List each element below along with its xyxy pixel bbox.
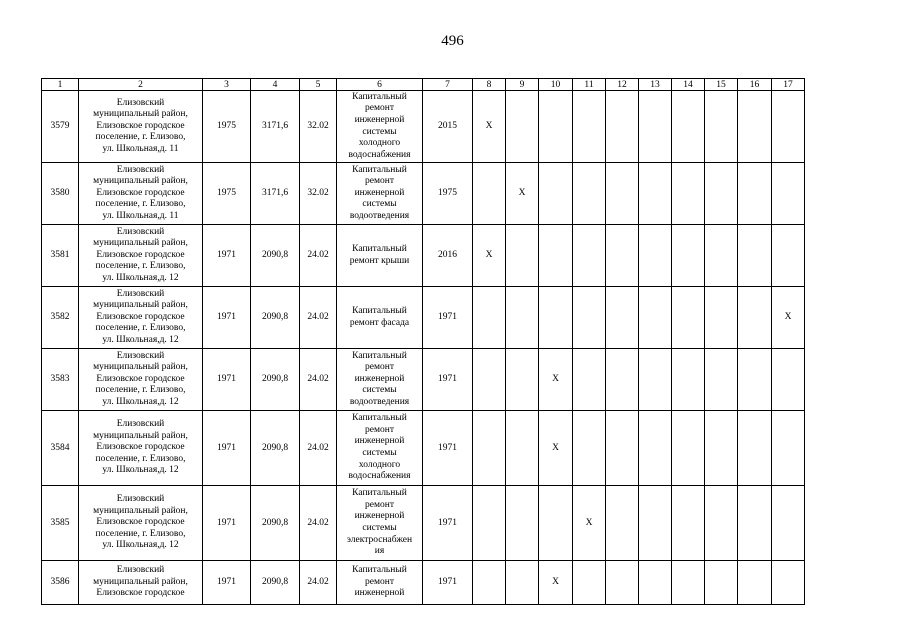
address-line: Елизовский [116, 164, 165, 175]
address-line: Елизовский [116, 565, 165, 576]
work-type-line: Капитальный [352, 305, 407, 316]
table-row [42, 225, 805, 287]
mark-cell: X [539, 349, 573, 411]
address-line: муниципальный район, [93, 176, 188, 187]
address [79, 486, 203, 561]
mark-cell: X [573, 486, 606, 561]
build-year: 1975 [203, 163, 251, 225]
mark-cell: X [539, 411, 573, 486]
column-number-1: 1 [42, 79, 79, 91]
address-line: Елизовское городское [96, 120, 185, 131]
mark-cell [738, 349, 772, 411]
mark-cell [506, 91, 539, 163]
total-area: 2090,8 [251, 561, 300, 605]
table-row [42, 349, 805, 411]
record-number: 3585 [42, 486, 79, 561]
work-type-line: ремонт [365, 499, 394, 510]
mark-cell [539, 91, 573, 163]
plan-year: 2015 [423, 91, 473, 163]
mark-cell [772, 225, 805, 287]
address-line: Елизовское городское [96, 187, 185, 198]
address-line: Елизовское городское [96, 249, 185, 260]
address-line: муниципальный район, [93, 362, 188, 373]
plan-year: 1971 [423, 561, 473, 605]
address-line: муниципальный район, [93, 300, 188, 311]
mark-cell [672, 287, 705, 349]
mark-cell [606, 287, 639, 349]
work-type-line: ремонт [365, 362, 394, 373]
address [79, 91, 203, 163]
mark-cell [772, 163, 805, 225]
work-type [337, 411, 423, 486]
mark-cell [738, 561, 772, 605]
work-type-line: инженерной [354, 373, 405, 384]
mark-cell [738, 287, 772, 349]
work-type-line: инженерной [354, 511, 405, 522]
mark-cell: X [772, 287, 805, 349]
address-line: поселение, г. Елизово, [95, 323, 186, 334]
mark-cell [606, 91, 639, 163]
mark-cell [606, 561, 639, 605]
wear-percent: 24.02 [300, 287, 337, 349]
table-row [42, 163, 805, 225]
wear-percent: 24.02 [300, 486, 337, 561]
mark-cell [705, 561, 738, 605]
mark-cell [506, 486, 539, 561]
column-number-7: 7 [423, 79, 473, 91]
address-line: муниципальный район, [93, 576, 188, 587]
mark-cell [705, 411, 738, 486]
column-number-5: 5 [300, 79, 337, 91]
mark-cell [573, 91, 606, 163]
address-line: ул. Школьная,д. 11 [102, 143, 179, 154]
mark-cell [573, 349, 606, 411]
mark-cell [738, 91, 772, 163]
work-type [337, 486, 423, 561]
record-number: 3579 [42, 91, 79, 163]
mark-cell [539, 486, 573, 561]
column-number-9: 9 [506, 79, 539, 91]
column-number-12: 12 [606, 79, 639, 91]
mark-cell [539, 163, 573, 225]
column-number-6: 6 [337, 79, 423, 91]
address-line: ул. Школьная,д. 12 [102, 334, 179, 345]
total-area: 2090,8 [251, 349, 300, 411]
build-year: 1971 [203, 561, 251, 605]
address-line: Елизовское городское [96, 588, 185, 599]
mark-cell [639, 91, 672, 163]
mark-cell [606, 486, 639, 561]
address-line: поселение, г. Елизово, [95, 528, 186, 539]
address-line: ул. Школьная,д. 12 [102, 540, 179, 551]
mark-cell [573, 561, 606, 605]
work-type-line: Капитальный [352, 565, 407, 576]
mark-cell [672, 91, 705, 163]
column-number-16: 16 [738, 79, 772, 91]
mark-cell [738, 486, 772, 561]
mark-cell [506, 561, 539, 605]
address-line: муниципальный район, [93, 430, 188, 441]
build-year: 1971 [203, 225, 251, 287]
mark-cell [539, 287, 573, 349]
address-line: муниципальный район, [93, 505, 188, 516]
work-type-line: Капитальный [352, 350, 407, 361]
work-type-line: системы [362, 448, 397, 458]
address-line: муниципальный район, [93, 109, 188, 120]
table-row [42, 287, 805, 349]
mark-cell [573, 287, 606, 349]
mark-cell [738, 163, 772, 225]
mark-cell [639, 287, 672, 349]
total-area: 2090,8 [251, 225, 300, 287]
record-number: 3583 [42, 349, 79, 411]
address-line: Елизовский [116, 494, 165, 505]
mark-cell [606, 411, 639, 486]
address-line: Елизовское городское [96, 442, 185, 453]
column-number-8: 8 [473, 79, 506, 91]
plan-year: 1975 [423, 163, 473, 225]
address-line: ул. Школьная,д. 11 [102, 210, 179, 221]
plan-year: 2016 [423, 225, 473, 287]
address-line: поселение, г. Елизово, [95, 261, 186, 272]
work-type-line: Капитальный [352, 91, 407, 102]
work-type-line: инженерной [354, 114, 405, 125]
mark-cell [772, 411, 805, 486]
mark-cell [705, 486, 738, 561]
mark-cell [738, 225, 772, 287]
total-area: 3171,6 [251, 163, 300, 225]
address-line: ул. Школьная,д. 12 [102, 272, 179, 283]
build-year: 1971 [203, 411, 251, 486]
address [79, 287, 203, 349]
mark-cell [473, 561, 506, 605]
work-type-line: системы [362, 385, 397, 396]
mark-cell: X [539, 561, 573, 605]
work-type-line: ремонт [365, 576, 394, 587]
mark-cell [705, 349, 738, 411]
wear-percent: 32.02 [300, 91, 337, 163]
plan-year: 1971 [423, 486, 473, 561]
address-line: Елизовский [116, 97, 165, 108]
work-type [337, 287, 423, 349]
wear-percent: 24.02 [300, 411, 337, 486]
mark-cell [672, 486, 705, 561]
column-number-13: 13 [639, 79, 672, 91]
address-line: поселение, г. Елизово, [95, 453, 186, 464]
mark-cell [506, 287, 539, 349]
mark-cell [639, 411, 672, 486]
work-type-line: водоотведения [349, 396, 410, 407]
work-type-line: водоснабжения [348, 149, 411, 160]
mark-cell [639, 561, 672, 605]
mark-cell [473, 349, 506, 411]
mark-cell [639, 349, 672, 411]
build-year: 1971 [203, 287, 251, 349]
work-type-line: Капитальный [352, 413, 407, 424]
work-type-line: ремонт фасада [349, 317, 410, 328]
mark-cell [473, 163, 506, 225]
column-number-2: 2 [79, 79, 203, 91]
wear-percent: 32.02 [300, 163, 337, 225]
column-number-15: 15 [705, 79, 738, 91]
mark-cell [772, 91, 805, 163]
address-line: Елизовское городское [96, 517, 185, 528]
mark-cell [606, 163, 639, 225]
record-number: 3586 [42, 561, 79, 605]
work-type [337, 91, 423, 163]
build-year: 1971 [203, 349, 251, 411]
mark-cell [539, 225, 573, 287]
column-number-row [42, 79, 805, 91]
mark-cell [705, 91, 738, 163]
mark-cell [473, 411, 506, 486]
work-type-line: ремонт [365, 176, 394, 187]
address-line: поселение, г. Елизово, [95, 199, 186, 210]
address-line: Елизовский [116, 419, 165, 430]
plan-year: 1971 [423, 349, 473, 411]
plan-year: 1971 [423, 411, 473, 486]
work-type-line: водоотведения [349, 210, 410, 221]
build-year: 1975 [203, 91, 251, 163]
work-type-line: Капитальный [352, 164, 407, 175]
address-line: Елизовское городское [96, 373, 185, 384]
work-type [337, 349, 423, 411]
mark-cell [573, 225, 606, 287]
work-type-line: электроснабжен [346, 534, 413, 545]
address [79, 411, 203, 486]
work-type-line: инженерной [354, 588, 405, 599]
address [79, 225, 203, 287]
mark-cell [506, 411, 539, 486]
plan-year: 1971 [423, 287, 473, 349]
table-row [42, 411, 805, 486]
work-type-line: системы [362, 199, 397, 210]
address [79, 561, 203, 605]
mark-cell [473, 287, 506, 349]
address-line: поселение, г. Елизово, [95, 132, 186, 143]
work-type-line: холодного [358, 459, 401, 470]
work-type-line: инженерной [354, 436, 405, 447]
column-number-14: 14 [672, 79, 705, 91]
work-type [337, 163, 423, 225]
column-number-17: 17 [772, 79, 805, 91]
table-row [42, 91, 805, 163]
wear-percent: 24.02 [300, 225, 337, 287]
work-type-line: холодного [358, 138, 401, 149]
address-line: ул. Школьная,д. 12 [102, 396, 179, 407]
mark-cell [705, 225, 738, 287]
address [79, 163, 203, 225]
work-type-line: ия [374, 546, 385, 557]
mark-cell: X [506, 163, 539, 225]
mark-cell [606, 225, 639, 287]
mark-cell [639, 163, 672, 225]
build-year: 1971 [203, 486, 251, 561]
mark-cell [738, 411, 772, 486]
mark-cell [672, 163, 705, 225]
work-type-line: Капитальный [352, 243, 407, 254]
total-area: 2090,8 [251, 486, 300, 561]
mark-cell [705, 163, 738, 225]
mark-cell [506, 349, 539, 411]
address-line: Елизовский [116, 288, 165, 299]
table-row [42, 486, 805, 561]
column-number-4: 4 [251, 79, 300, 91]
work-type-line: Капитальный [352, 488, 407, 499]
work-type [337, 225, 423, 287]
work-type-line: системы [362, 523, 397, 533]
mark-cell [639, 225, 672, 287]
mark-cell [573, 411, 606, 486]
work-type-line: системы [362, 126, 397, 137]
mark-cell: X [473, 225, 506, 287]
table-row [42, 561, 805, 605]
work-type-line: ремонт крыши [349, 255, 410, 266]
address-line: Елизовский [116, 350, 165, 361]
mark-cell [473, 486, 506, 561]
wear-percent: 24.02 [300, 561, 337, 605]
repair-register-table [41, 78, 805, 605]
record-number: 3582 [42, 287, 79, 349]
mark-cell [672, 561, 705, 605]
total-area: 3171,6 [251, 91, 300, 163]
mark-cell [573, 163, 606, 225]
column-number-3: 3 [203, 79, 251, 91]
work-type-line: ремонт [365, 424, 394, 435]
wear-percent: 24.02 [300, 349, 337, 411]
mark-cell [705, 287, 738, 349]
column-number-11: 11 [573, 79, 606, 91]
record-number: 3584 [42, 411, 79, 486]
address-line: поселение, г. Елизово, [95, 385, 186, 396]
work-type-line: ремонт [365, 103, 394, 114]
mark-cell [639, 486, 672, 561]
mark-cell [772, 349, 805, 411]
page-number: 496 [441, 33, 464, 49]
column-number-10: 10 [539, 79, 573, 91]
total-area: 2090,8 [251, 287, 300, 349]
mark-cell [672, 411, 705, 486]
mark-cell [606, 349, 639, 411]
mark-cell [672, 225, 705, 287]
register-body [42, 79, 805, 605]
address-line: муниципальный район, [93, 238, 188, 249]
work-type [337, 561, 423, 605]
mark-cell [506, 225, 539, 287]
mark-cell: X [473, 91, 506, 163]
address-line: ул. Школьная,д. 12 [102, 465, 179, 476]
total-area: 2090,8 [251, 411, 300, 486]
work-type-line: водоснабжения [348, 471, 411, 482]
mark-cell [772, 561, 805, 605]
address-line: Елизовское городское [96, 311, 185, 322]
record-number: 3580 [42, 163, 79, 225]
work-type-line: инженерной [354, 187, 405, 198]
mark-cell [672, 349, 705, 411]
record-number: 3581 [42, 225, 79, 287]
address [79, 349, 203, 411]
mark-cell [772, 486, 805, 561]
address-line: Елизовский [116, 226, 165, 237]
